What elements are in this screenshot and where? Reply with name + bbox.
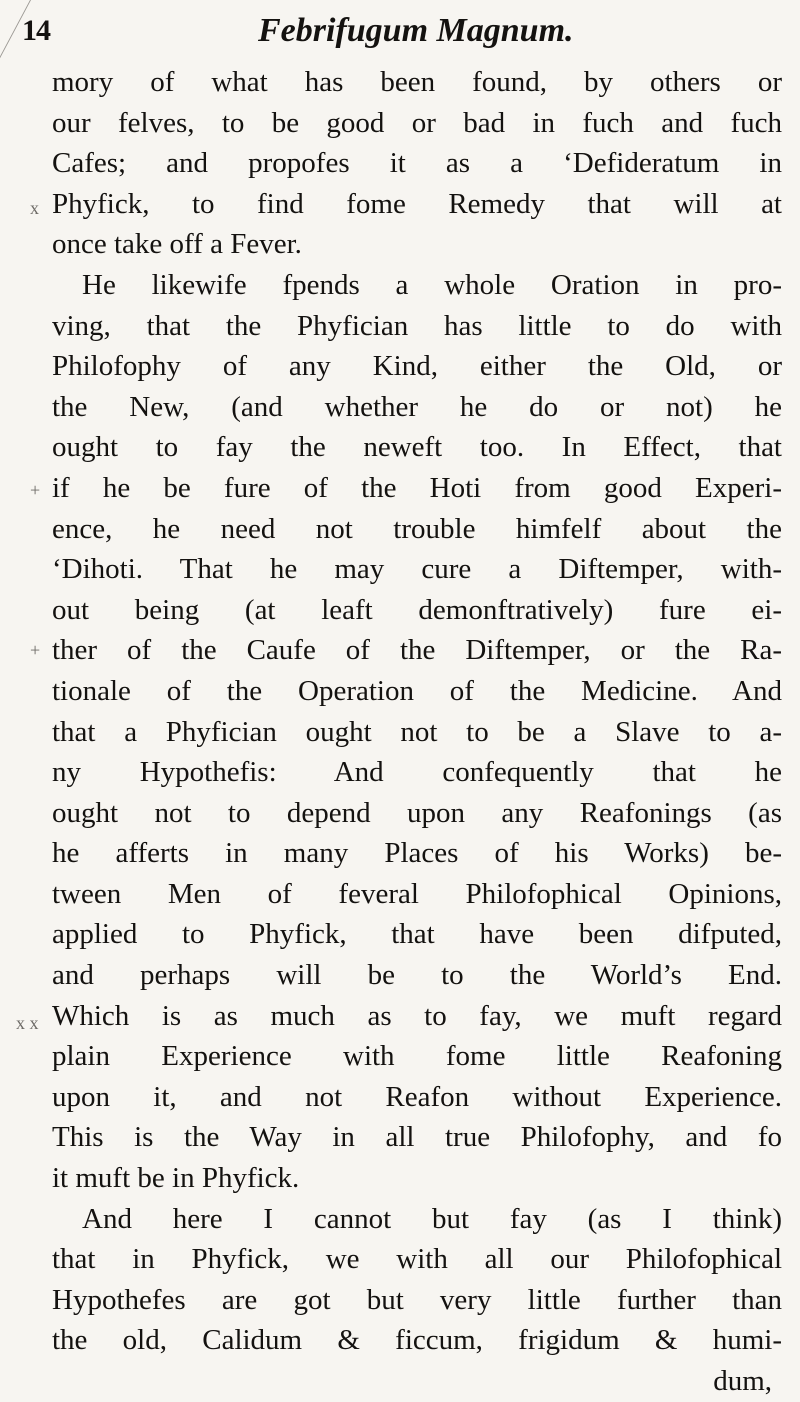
text-line: ny Hypothefis: And confequently that he <box>52 756 782 789</box>
text-line: Phyfick, to find fome Remedy that will at <box>52 187 782 220</box>
text-line: ence, he need not trouble himfelf about the <box>52 512 782 545</box>
text-line: ving, that the Phyfician has little to do with <box>52 309 782 342</box>
margin-mark: + <box>30 640 41 660</box>
text-line: the New, (and whether he do or not) he <box>52 390 782 423</box>
text-line: Cafes; and propofes it as a ‘Defideratum in <box>52 147 782 180</box>
text-line: that in Phyfick, we with all our Philofophical <box>52 1243 782 1276</box>
text-line: that a Phyfician ought not to be a Slave to a- <box>52 715 782 748</box>
text-line: once take off a Fever. <box>52 228 302 261</box>
text-line: And here I cannot but fay (as I think) <box>82 1202 782 1235</box>
text-line: if he be fure of the Hoti from good Experi- <box>52 471 782 504</box>
text-line: it muft be in Phyfick. <box>52 1162 300 1195</box>
margin-mark: x <box>30 198 39 218</box>
text-line: and perhaps will be to the World’s End. <box>52 959 782 992</box>
text-line: ther of the Caufe of the Diftemper, or the Ra- <box>52 634 782 667</box>
text-line: applied to Phyfick, that have been difputed, <box>52 918 782 951</box>
page-number: 14 <box>22 14 50 47</box>
text-line: Which is as much as to fay, we muft regard <box>52 999 782 1032</box>
text-line: ought to fay the neweft too. In Effect, that <box>52 431 782 464</box>
body-text <box>52 62 782 1402</box>
text-line: He likewife fpends a whole Oration in pro- <box>82 268 782 301</box>
running-title: Febrifugum Magnum. <box>258 12 574 49</box>
text-line: upon it, and not Reafon without Experience. <box>52 1080 782 1113</box>
text-line: ought not to depend upon any Reafonings (as <box>52 796 782 829</box>
margin-mark: x x <box>16 1013 39 1033</box>
margin-mark: + <box>30 480 41 500</box>
text-line: our felves, to be good or bad in fuch and fuch <box>52 106 782 139</box>
text-line: This is the Way in all true Philofophy, and fo <box>52 1121 782 1154</box>
text-line: ‘Dihoti. That he may cure a Diftemper, with- <box>52 553 782 586</box>
text-line: tween Men of feveral Philofophical Opinions, <box>52 877 782 910</box>
text-line: plain Experience with fome little Reafoning <box>52 1040 782 1073</box>
text-line: mory of what has been found, by others or <box>52 66 782 98</box>
text-line: out being (at leaft demonftratively) fure ei- <box>52 593 782 626</box>
catchword: dum, <box>713 1365 772 1397</box>
text-line: Philofophy of any Kind, either the Old, or <box>52 350 782 383</box>
text-line: the old, Calidum & ficcum, frigidum & humi- <box>52 1324 782 1357</box>
text-line: Hypothefes are got but very little further than <box>52 1283 782 1316</box>
text-line: he afferts in many Places of his Works) be- <box>52 837 782 870</box>
text-line: tionale of the Operation of the Medicine. And <box>52 674 782 707</box>
